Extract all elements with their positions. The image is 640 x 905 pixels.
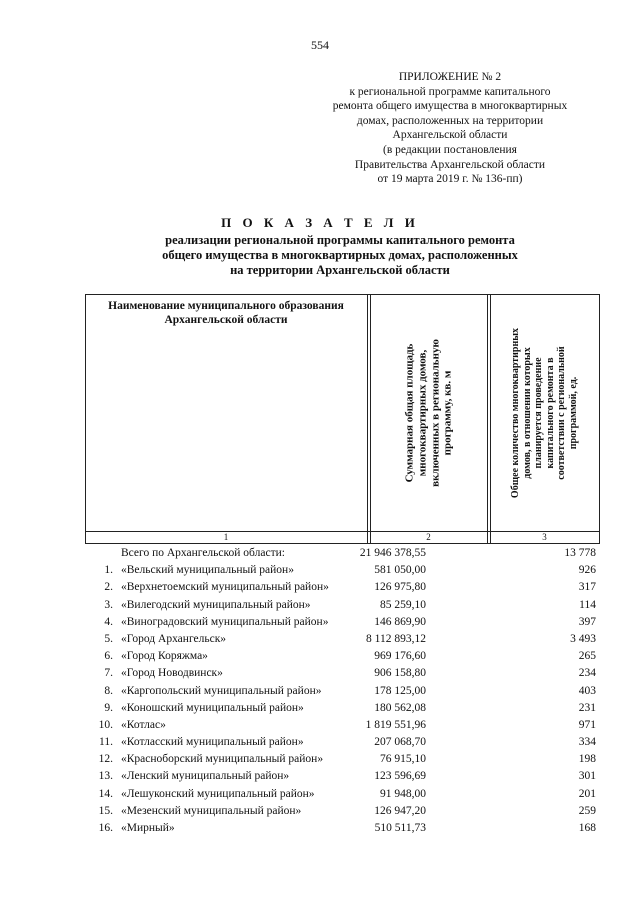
row-name: «Красноборский муниципальный район» xyxy=(121,753,324,766)
row-name: «Котласский муниципальный район» xyxy=(121,736,304,749)
column-header-area xyxy=(371,295,487,531)
table-row xyxy=(85,579,600,596)
table-row xyxy=(85,614,600,631)
row-count: 234 xyxy=(578,667,596,680)
table-row xyxy=(85,768,600,785)
subtitle-line: на территории Архангельской области xyxy=(230,263,450,278)
column-header-line: Наименование муниципального образования xyxy=(108,300,344,312)
row-count: 168 xyxy=(578,822,596,834)
row-name: «Вилегодский муниципальный район» xyxy=(121,598,311,611)
row-number: 15. xyxy=(98,804,113,817)
column-header-line: включенных в региональную xyxy=(429,339,441,487)
table-border xyxy=(487,295,488,543)
table-row xyxy=(85,786,600,803)
row-area: 76 915,10 xyxy=(380,753,426,766)
row-name: «Город Новодвинск» xyxy=(121,667,223,680)
row-count: 3 493 xyxy=(570,632,596,645)
row-number: 4. xyxy=(104,615,113,628)
subtitle-line: общего имущества в многоквартирных домах, расположенных xyxy=(162,248,518,263)
table-row xyxy=(85,700,600,717)
row-count: 317 xyxy=(578,581,596,594)
row-count: 231 xyxy=(578,701,596,714)
column-header-line: планируется проведение xyxy=(533,357,545,469)
row-count: 201 xyxy=(578,787,596,800)
table-row xyxy=(85,717,600,734)
row-number: 8. xyxy=(104,684,113,697)
appendix-line: Архангельской области xyxy=(392,129,508,142)
table-row xyxy=(85,734,600,751)
row-count: 301 xyxy=(578,770,596,783)
row-area: 969 176,60 xyxy=(374,650,426,663)
column-header-line: Общее количество многоквартирных xyxy=(510,327,522,499)
subtitle-line: реализации региональной программы капитального ремонта xyxy=(165,233,515,247)
appendix-line: (в редакции постановления xyxy=(383,143,517,156)
row-name: «Котлас» xyxy=(121,718,166,731)
row-area: 8 112 893,12 xyxy=(366,632,426,645)
row-area: 207 068,70 xyxy=(374,736,426,749)
table-row xyxy=(85,665,600,682)
row-name: «Мезенский муниципальный район» xyxy=(121,804,302,817)
page-number: 554 xyxy=(311,38,329,52)
column-number: 1 xyxy=(223,532,229,542)
table-row xyxy=(85,562,600,579)
row-number: 7. xyxy=(104,667,113,680)
row-name: «Город Коряжма» xyxy=(121,650,208,663)
column-header-count xyxy=(491,295,599,531)
column-header-line: капитального ремонта в xyxy=(545,357,556,469)
row-area: 906 158,80 xyxy=(374,667,426,680)
row-count: 403 xyxy=(578,684,596,697)
row-count: 334 xyxy=(578,736,596,749)
table-row xyxy=(85,820,600,837)
table-row xyxy=(85,683,600,700)
table-border xyxy=(367,295,368,543)
document-title: П О К А З А Т Е Л И xyxy=(221,215,419,230)
row-area: 1 819 551,96 xyxy=(365,718,426,731)
row-name: Всего по Архангельской области: xyxy=(121,547,285,559)
column-header-name xyxy=(85,299,367,327)
row-count: 971 xyxy=(578,718,596,731)
row-area: 146 869,90 xyxy=(374,615,426,628)
row-count: 114 xyxy=(579,598,596,611)
appendix-line: к региональной программе капитального xyxy=(349,85,551,98)
row-area: 581 050,00 xyxy=(374,564,426,577)
table-row xyxy=(85,597,600,614)
row-count: 397 xyxy=(578,615,596,628)
column-number: 2 xyxy=(426,532,431,542)
row-number: 12. xyxy=(98,753,113,766)
appendix-block xyxy=(300,70,600,187)
row-name: «Ленский муниципальный район» xyxy=(121,770,290,783)
row-area: 126 975,80 xyxy=(374,581,426,594)
column-header-line: многоквартирных домов, xyxy=(416,349,429,477)
row-number: 2. xyxy=(104,581,113,594)
appendix-line: ремонта общего имущества в многоквартирных xyxy=(332,100,568,113)
column-header-line: программой, ед. xyxy=(568,376,580,450)
appendix-line: от 19 марта 2019 г. № 136-пп) xyxy=(377,173,523,186)
appendix-line: домах, расположенных на территории xyxy=(356,114,544,127)
table-row xyxy=(85,751,600,768)
row-number: 9. xyxy=(104,701,113,714)
row-count: 265 xyxy=(578,650,596,663)
table-row-total xyxy=(85,545,600,562)
row-number: 6. xyxy=(104,650,113,663)
row-name: «Верхнетоемский муниципальный район» xyxy=(121,581,329,594)
row-name: «Лешуконский муниципальный район» xyxy=(121,787,315,800)
row-name: «Город Архангельск» xyxy=(121,632,227,645)
row-name: «Мирный» xyxy=(121,822,175,834)
row-name: «Виноградовский муниципальный район» xyxy=(121,615,329,628)
row-number: 14. xyxy=(98,787,113,800)
row-count: 259 xyxy=(578,804,596,817)
row-name: «Вельский муниципальный район» xyxy=(121,564,294,577)
table-border xyxy=(599,295,600,543)
row-count: 13 778 xyxy=(564,547,596,559)
row-area: 510 511,73 xyxy=(374,822,426,834)
appendix-line: Правительства Архангельской области xyxy=(354,158,546,171)
row-area: 123 596,69 xyxy=(374,770,426,783)
row-count: 926 xyxy=(578,564,596,577)
column-number: 3 xyxy=(542,532,547,542)
row-area: 85 259,10 xyxy=(380,598,426,611)
column-header-line: домов, в отношении которых xyxy=(521,347,533,479)
table-row xyxy=(85,648,600,665)
table-row xyxy=(85,803,600,820)
appendix-line: ПРИЛОЖЕНИЕ № 2 xyxy=(398,71,502,83)
table-header xyxy=(85,294,600,544)
table-row xyxy=(85,631,600,648)
row-number: 5. xyxy=(104,632,113,645)
row-area: 126 947,20 xyxy=(374,804,426,817)
row-name: «Каргопольский муниципальный район» xyxy=(121,684,322,697)
column-header-line: программу, кв. м xyxy=(441,370,454,456)
column-header-line: Суммарная общая площадь xyxy=(403,343,416,483)
row-name: «Коношский муниципальный район» xyxy=(121,701,304,714)
row-number: 16. xyxy=(98,822,113,834)
table-body xyxy=(85,545,600,837)
row-number: 10. xyxy=(98,718,113,731)
document-subtitle xyxy=(100,233,580,279)
row-area: 21 946 378,55 xyxy=(359,547,426,559)
row-number: 3. xyxy=(104,598,113,611)
column-header-line: Архангельской области xyxy=(164,314,288,326)
row-area: 180 562,08 xyxy=(374,701,426,714)
row-number: 11. xyxy=(99,736,113,749)
table-border xyxy=(85,295,86,543)
row-area: 178 125,00 xyxy=(374,684,426,697)
row-number: 1. xyxy=(104,564,113,577)
row-count: 198 xyxy=(578,753,596,766)
row-area: 91 948,00 xyxy=(380,787,426,800)
row-number: 13. xyxy=(98,770,113,783)
column-header-line: соответствии с региональной xyxy=(556,346,568,480)
